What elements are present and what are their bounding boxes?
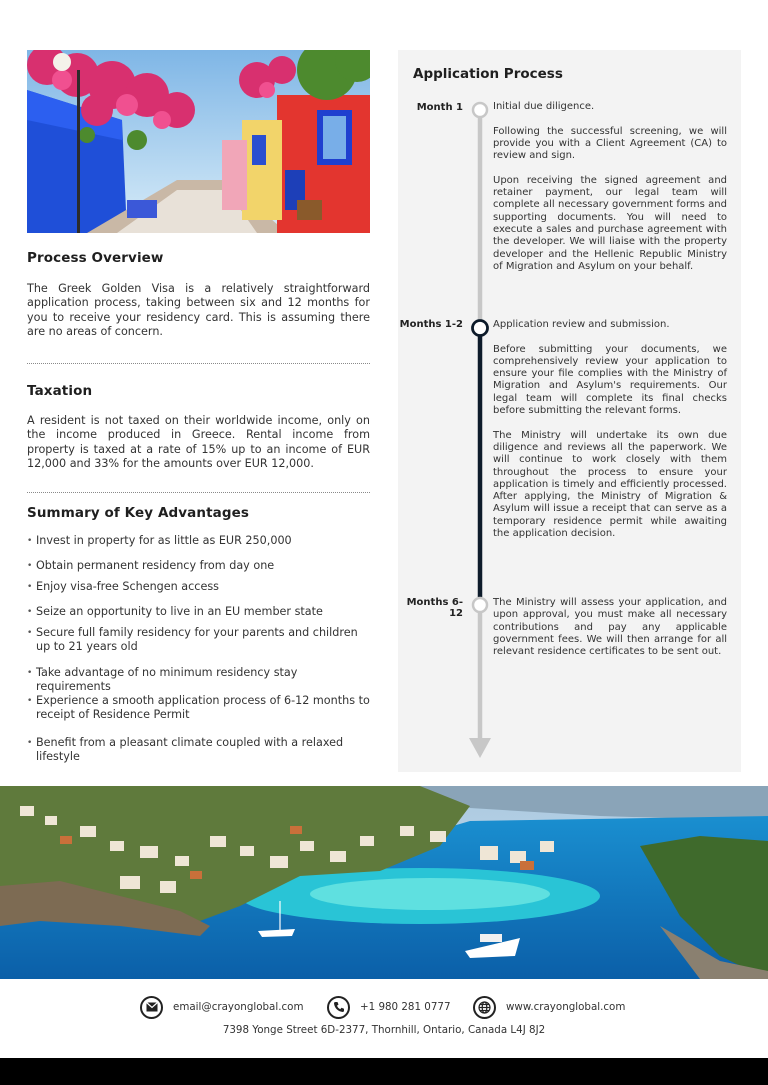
stage-paragraph: The Ministry will undertake its own due diligence and reviews all the paperwork. We will continue to work closely with them throughout the process to ensure your application is timely and efficiently processed. After applying, the Ministry of Migration & Asylum will issue a receipt that can serve as a temporary residence permit while awaiting the application decision.	[493, 429, 727, 540]
timeline-node	[473, 598, 487, 612]
timeline-node-active	[473, 321, 488, 336]
divider	[27, 363, 370, 364]
list-item: • Take advantage of no minimum residency stay requirements	[27, 666, 370, 694]
timeline-arrow-icon	[469, 738, 491, 758]
timeline-node	[473, 103, 487, 117]
email-text[interactable]: email@crayonglobal.com	[173, 1001, 304, 1013]
contact-email[interactable]	[140, 995, 304, 1019]
process-overview-section	[27, 250, 370, 266]
process-overview-title: Process Overview	[27, 250, 164, 266]
advantages-title: Summary of Key Advantages	[27, 505, 250, 521]
stage-paragraph: The Ministry will assess your application, and upon approval, you must make all necessary contributions and pay any applicable government fees. We will then arrange for all relevant residence certificates to be sent out.	[493, 597, 727, 658]
globe-icon	[473, 996, 496, 1019]
website-text[interactable]: www.crayonglobal.com	[506, 1001, 626, 1013]
list-item: • Secure full family residency for your parents and children up to 21 years old	[27, 626, 370, 654]
application-process-panel	[398, 50, 741, 772]
taxation-section	[27, 383, 370, 399]
taxation-title: Taxation	[27, 383, 93, 399]
stage-label: Months 6-12	[406, 597, 463, 619]
harbor-image	[0, 786, 768, 979]
divider	[27, 492, 370, 493]
contact-phone[interactable]	[327, 995, 451, 1019]
stage-description	[493, 319, 727, 540]
stage-label: Month 1	[416, 102, 463, 113]
list-item: • Seize an opportunity to live in an EU member state	[27, 605, 370, 619]
list-item: • Obtain permanent residency from day one	[27, 559, 370, 573]
stage-label: Months 1-2	[399, 319, 463, 330]
taxation-body: A resident is not taxed on their worldwide income, only on the income produced in Greece. Rental income from property is taxed at a rate of 15% up to an income of EUR 12,000 and 33% for the amounts over EUR 12,000.	[27, 414, 370, 471]
stage-paragraph: Initial due diligence.	[493, 101, 595, 112]
envelope-icon	[140, 996, 163, 1019]
stage-paragraph: Before submitting your documents, we comprehensively review your application to ensure your file complies with the Ministry of Migration and Asylum's requirements. Our legal team will complete its final checks before submitting the relevant forms.	[493, 343, 727, 417]
list-item: • Experience a smooth application process of 6-12 months to receipt of Residence Permit	[27, 694, 370, 722]
stage-paragraph: Following the successful screening, we will provide you with a Client Agreement (CA) to review and sign.	[493, 125, 727, 162]
hero-image	[27, 50, 370, 233]
contact-website[interactable]	[473, 995, 625, 1019]
phone-icon	[327, 996, 350, 1019]
address: 7398 Yonge Street 6D-2377, Thornhill, Ontario, Canada L4J 8J2	[222, 1024, 546, 1036]
list-item: • Enjoy visa-free Schengen access	[27, 580, 370, 594]
stage-paragraph: Upon receiving the signed agreement and retainer payment, our legal team will complete all necessary government forms and supporting documents. You will need to execute a sales and purchase agreement with the developer. We will liaise with the property developer and the Hellenic Republic Ministry of Migration and Asylum on your behalf.	[493, 174, 727, 272]
stage-paragraph: Application review and submission.	[493, 319, 670, 330]
process-overview-body: The Greek Golden Visa is a relatively straightforward application process, taking between six and 12 months for you to receive your residency card. This is assuming there are no areas of concern.	[27, 282, 370, 339]
stage-description	[493, 597, 727, 658]
bottom-bar	[0, 1058, 768, 1085]
application-process-title: Application Process	[413, 66, 563, 82]
stage-description	[493, 101, 727, 273]
phone-text[interactable]: +1 980 281 0777	[360, 1001, 451, 1013]
advantages-section	[27, 505, 370, 521]
list-item: • Invest in property for as little as EUR 250,000	[27, 534, 370, 548]
list-item: • Benefit from a pleasant climate coupled with a relaxed lifestyle	[27, 736, 370, 764]
